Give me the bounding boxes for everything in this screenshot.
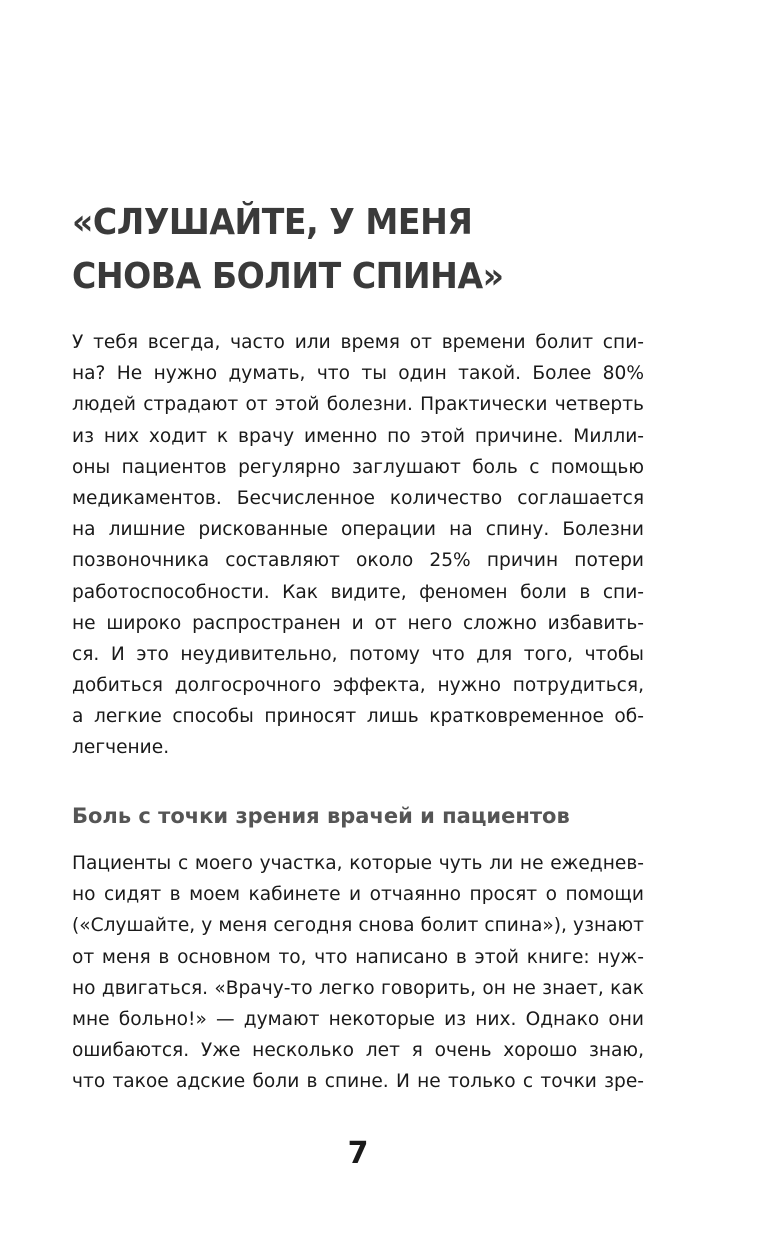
- paragraph-intro: [72, 327, 644, 764]
- text-line: на? Не нужно думать, что ты один такой. Более 80%: [72, 363, 644, 385]
- chapter-title-line-2: СНОВА БОЛИТ СПИНА»: [72, 256, 504, 297]
- chapter-title-line-1: «СЛУШАЙТЕ, У МЕНЯ: [72, 202, 473, 243]
- text-line: добиться долгосрочного эффекта, нужно потрудиться,: [72, 675, 644, 697]
- text-line: но сидят в моем кабинете и отчаянно просят о помощи: [72, 884, 644, 906]
- text-line: людей страдают от этой болезни. Практически четверть: [72, 394, 644, 416]
- chapter-title: [72, 196, 661, 304]
- text-line: медикаментов. Бесчисленное количество соглашается: [72, 487, 644, 509]
- text-line: легчение.: [72, 737, 170, 759]
- section-subheading: Боль с точки зрения врачей и пациентов: [72, 804, 570, 828]
- text-line: на лишние рискованные операции на спину. Болезни: [72, 519, 644, 541]
- text-line: ошибаются. Уже несколько лет я очень хорошо знаю,: [72, 1040, 644, 1062]
- text-line: позвоночника составляют около 25% причин потери: [72, 550, 644, 572]
- paragraph-patients: [72, 848, 644, 1098]
- text-line: работоспособности. Как видите, феномен боли в спи-: [72, 581, 644, 603]
- text-line: от меня в основном то, что написано в этой книге: нуж-: [72, 946, 644, 968]
- page-number: 7: [347, 1136, 369, 1171]
- text-line: оны пациентов регулярно заглушают боль с помощью: [72, 456, 644, 478]
- text-line: ся. И это неудивительно, потому что для того, чтобы: [72, 643, 644, 665]
- text-line: У тебя всегда, часто или время от времени болит спи-: [72, 332, 644, 353]
- text-line: («Слушайте, у меня сегодня снова болит спина»), узнают: [72, 915, 644, 937]
- text-line: но двигаться. «Врачу-то легко говорить, он не знает, как: [72, 977, 644, 999]
- text-line: из них ходит к врачу именно по этой причине. Милли-: [72, 425, 644, 447]
- text-line: а легкие способы приносят лишь кратковременное об-: [72, 706, 644, 728]
- text-line: мне больно!» — думают некоторые из них. Однако они: [72, 1008, 644, 1030]
- text-line: что такое адские боли в спине. И не только с точки зре-: [72, 1071, 644, 1093]
- text-line: Пациенты с моего участка, которые чуть ли не ежеднев-: [72, 853, 644, 874]
- text-line: не широко распространен и от него сложно избавить-: [72, 612, 644, 634]
